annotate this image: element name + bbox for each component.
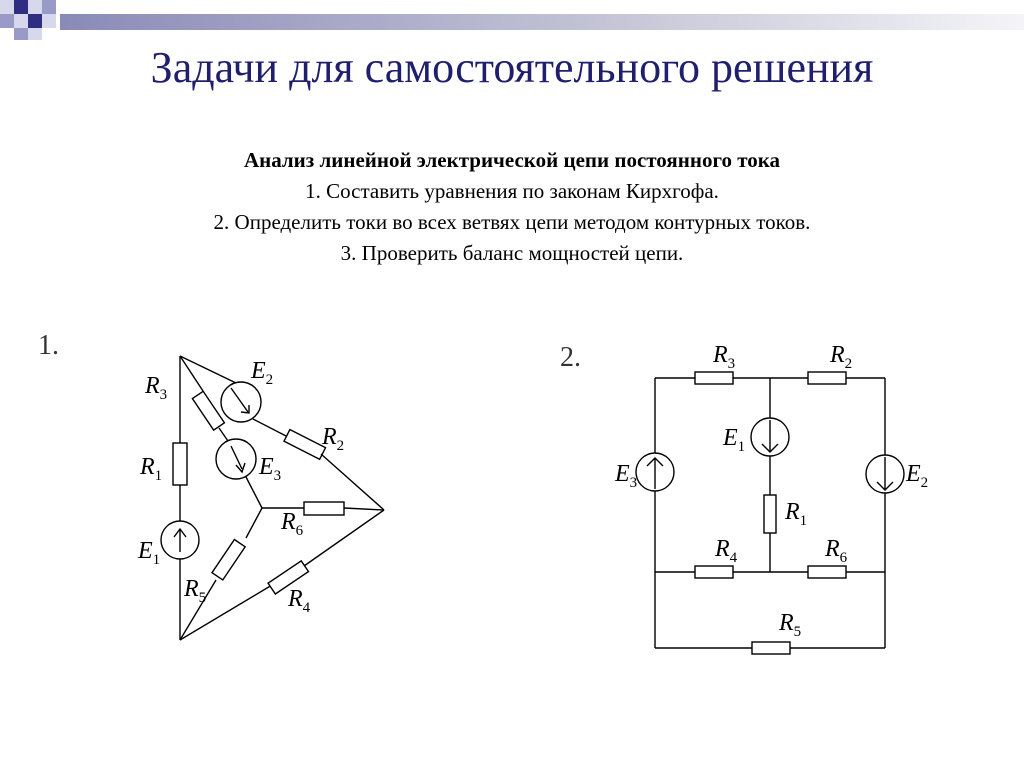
- task-item-1: 1. Составить уравнения по законам Кирхгофа.: [305, 179, 719, 203]
- label-r2-c1: $R_2$: [322, 424, 345, 454]
- label-r5-c1: $R_5$: [184, 576, 207, 606]
- circuit-1-number: 1.: [38, 330, 59, 361]
- label-e3-c1: $E_3$: [259, 454, 282, 484]
- label-r3-c1: $R_3$: [145, 373, 168, 403]
- resistor-r2-c2: [808, 372, 846, 384]
- task-heading: Анализ линейной электрической цепи постоянного тока: [243, 148, 781, 172]
- task-item-2: 2. Определить токи во всех ветвях цепи методом контурных токов.: [213, 210, 811, 234]
- label-r6-c2: $R_6$: [825, 536, 848, 566]
- resistor-r3-c2: [695, 372, 733, 384]
- label-r2-c2: $R_2$: [830, 342, 853, 372]
- page-title: Задачи для самостоятельного решения: [150, 43, 874, 92]
- label-e2-c1: $E_2$: [251, 358, 274, 388]
- label-r5-c2: $R_5$: [779, 610, 802, 640]
- label-r3-c2: $R_3$: [713, 342, 736, 372]
- label-r4-c1: $R_4$: [288, 586, 311, 616]
- label-e3-c2: $E_3$: [615, 461, 638, 491]
- emf-source-e1-c2: [751, 418, 789, 456]
- label-e1-c1: $E_1$: [138, 538, 161, 568]
- resistor-r5-c2: [752, 642, 790, 654]
- emf-source-e2-c2: [866, 455, 904, 493]
- label-e2-c2: $E_2$: [906, 461, 929, 491]
- label-r1-c1: $R_1$: [140, 454, 163, 484]
- resistor-r4-c2: [695, 566, 733, 578]
- emf-source-e3-c2: [636, 453, 674, 491]
- label-r6-c1: $R_6$: [281, 509, 304, 539]
- label-r1-c2: $R_1$: [785, 499, 808, 529]
- resistor-r6-c2: [808, 566, 846, 578]
- circuit-2-number: 2.: [560, 342, 581, 373]
- resistor-r1-c2: [764, 495, 776, 533]
- task-item-3: 3. Проверить баланс мощностей цепи.: [340, 241, 684, 265]
- label-e1-c2: $E_1$: [723, 425, 746, 455]
- label-r4-c2: $R_4$: [715, 536, 738, 566]
